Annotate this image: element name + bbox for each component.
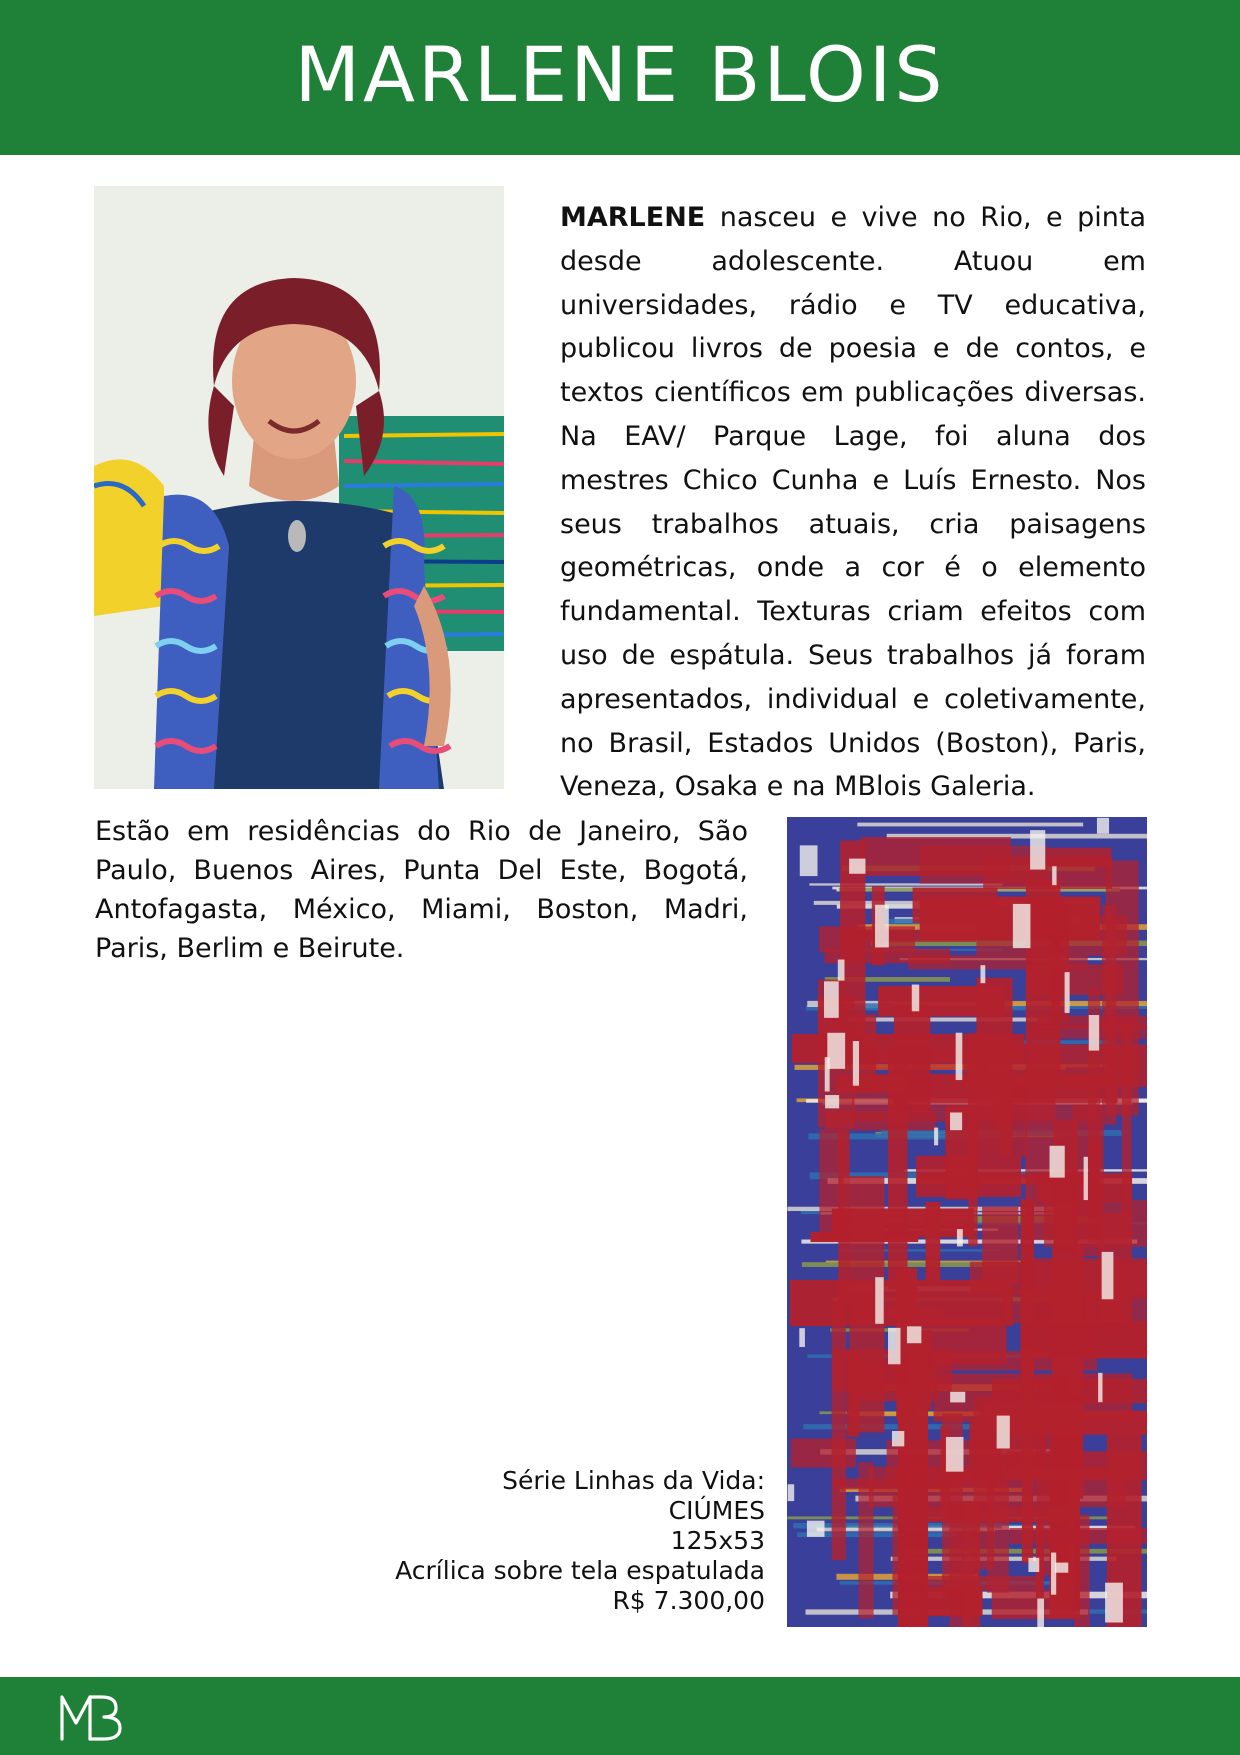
painting-stroke-white <box>912 985 919 1012</box>
bio-text: nasceu e vive no Rio, e pinta desde adolescente. Atuou em universidades, rádio e TV educativa, publicou livros de poesia e de contos, e textos científicos em publicações diversas. Na EAV/ Parque Lage, foi aluna dos mestres Chico Cunha e Luís Ernesto. Nos seus trabalhos atuais, cria paisagens geométricas, onde a cor é o elemento fundamental. Texturas criam efeitos com uso de espátula. Seus trabalhos já foram apresentados, individual e coletivamente, no Brasil, Estados Unidos (Boston), Paris, Veneza, Osaka e na MBlois Galeria. <box>560 202 1146 803</box>
painting-stroke-white <box>788 1484 795 1501</box>
painting-stroke-white <box>892 1431 904 1446</box>
painting-stroke-white <box>888 1328 900 1364</box>
mb-monogram-icon <box>58 1689 126 1745</box>
painting-stroke-white <box>824 981 839 1018</box>
painting-stroke-white <box>1030 830 1045 869</box>
artist-bio <box>560 196 1146 809</box>
painting-stroke-red <box>920 846 1048 884</box>
painting-stroke-red <box>790 1280 1013 1326</box>
painting-stroke-red <box>836 1075 908 1092</box>
painting-stroke-white <box>1065 972 1070 1013</box>
painting-stroke-white <box>1089 1015 1099 1051</box>
painting-stroke-white <box>1098 1373 1102 1402</box>
painting-stroke-white <box>1051 1553 1056 1595</box>
painting-stroke-white <box>827 1033 845 1069</box>
painting-stroke-white <box>1037 1599 1044 1627</box>
bio-lead-name: MARLENE <box>560 202 706 233</box>
painting-stroke-red <box>834 1479 950 1490</box>
artwork-title: CIÚMES <box>668 1496 765 1525</box>
page-footer <box>0 1677 1240 1755</box>
painting-stroke-red <box>962 1501 980 1627</box>
painting-stroke-light <box>848 1018 1047 1022</box>
painting-stroke-white <box>807 1521 825 1537</box>
painting-stroke-white <box>1050 1146 1065 1178</box>
painting-stroke-red <box>976 978 1012 1156</box>
residences-text: Estão em residências do Rio de Janeiro, São Paulo, Buenos Aires, Punta Del Este, Bogotá, Antofagasta, México, Miami, Boston, Madri, Paris, Berlim e Beirute. <box>95 816 748 964</box>
painting-stroke-white <box>980 965 985 983</box>
painting-stroke-white <box>950 1392 965 1403</box>
painting-stroke-red <box>913 887 998 922</box>
painting-stroke-red <box>819 1129 843 1239</box>
painting-stroke-white <box>800 845 818 876</box>
painting-stroke-white <box>1052 866 1056 885</box>
painting-stroke-white <box>1013 904 1031 948</box>
painting-stroke-white <box>946 1437 964 1472</box>
artwork-series: Série Linhas da Vida: <box>502 1466 765 1495</box>
painting-stroke-red <box>925 1202 940 1282</box>
painting-stroke-white <box>1028 1558 1039 1572</box>
painting-stroke-white <box>950 1112 962 1130</box>
painting-stroke-white <box>1102 1252 1114 1299</box>
painting-stroke-white <box>1105 1583 1123 1623</box>
portrait-illustration <box>94 186 504 789</box>
painting-stroke-white <box>907 1326 921 1343</box>
painting-stroke-red <box>1002 1290 1147 1324</box>
painting-stroke-white <box>957 1229 963 1246</box>
painting-stroke-red <box>908 955 1088 969</box>
painting-stroke-white <box>1084 1157 1088 1200</box>
painting-stroke-red <box>832 1304 846 1560</box>
painting-stroke-white <box>956 1033 963 1080</box>
artwork-technique: Acrílica sobre tela espatulada <box>395 1556 765 1585</box>
painting-stroke-white <box>825 1057 830 1091</box>
page-title: MARLENE BLOIS <box>294 30 946 119</box>
painting-stroke-red <box>1031 1025 1147 1039</box>
painting-stroke-white <box>997 1416 1010 1449</box>
painting-stroke-red <box>1022 1348 1033 1563</box>
page-header <box>0 0 1240 155</box>
painting-stroke-red <box>819 926 915 952</box>
painting-stroke-white <box>1097 818 1109 834</box>
painting-stroke-white <box>799 1328 805 1347</box>
painting-stroke-red <box>791 1439 856 1468</box>
painting-stroke-white <box>838 960 845 981</box>
artwork-price: R$ 7.300,00 <box>612 1586 765 1615</box>
painting-stroke-red <box>1054 1169 1077 1244</box>
painting-stroke-white <box>875 1277 883 1324</box>
artwork-caption <box>395 1466 765 1616</box>
artwork-size: 125x53 <box>670 1526 765 1555</box>
artwork-painting <box>787 817 1147 1627</box>
painting-stroke-white <box>934 1128 938 1146</box>
painting-illustration <box>787 817 1147 1627</box>
artist-portrait <box>94 186 504 789</box>
painting-stroke-light <box>857 823 1083 827</box>
painting-stroke-white <box>825 1095 839 1108</box>
painting-stroke-red <box>923 1576 1040 1590</box>
painting-stroke-white <box>849 859 865 874</box>
painting-stroke-red <box>1074 1515 1089 1627</box>
painting-stroke-white <box>875 905 889 948</box>
painting-stroke-red <box>928 1351 1097 1370</box>
painting-stroke-white <box>853 1041 859 1086</box>
painting-stroke-white <box>1055 1563 1068 1573</box>
